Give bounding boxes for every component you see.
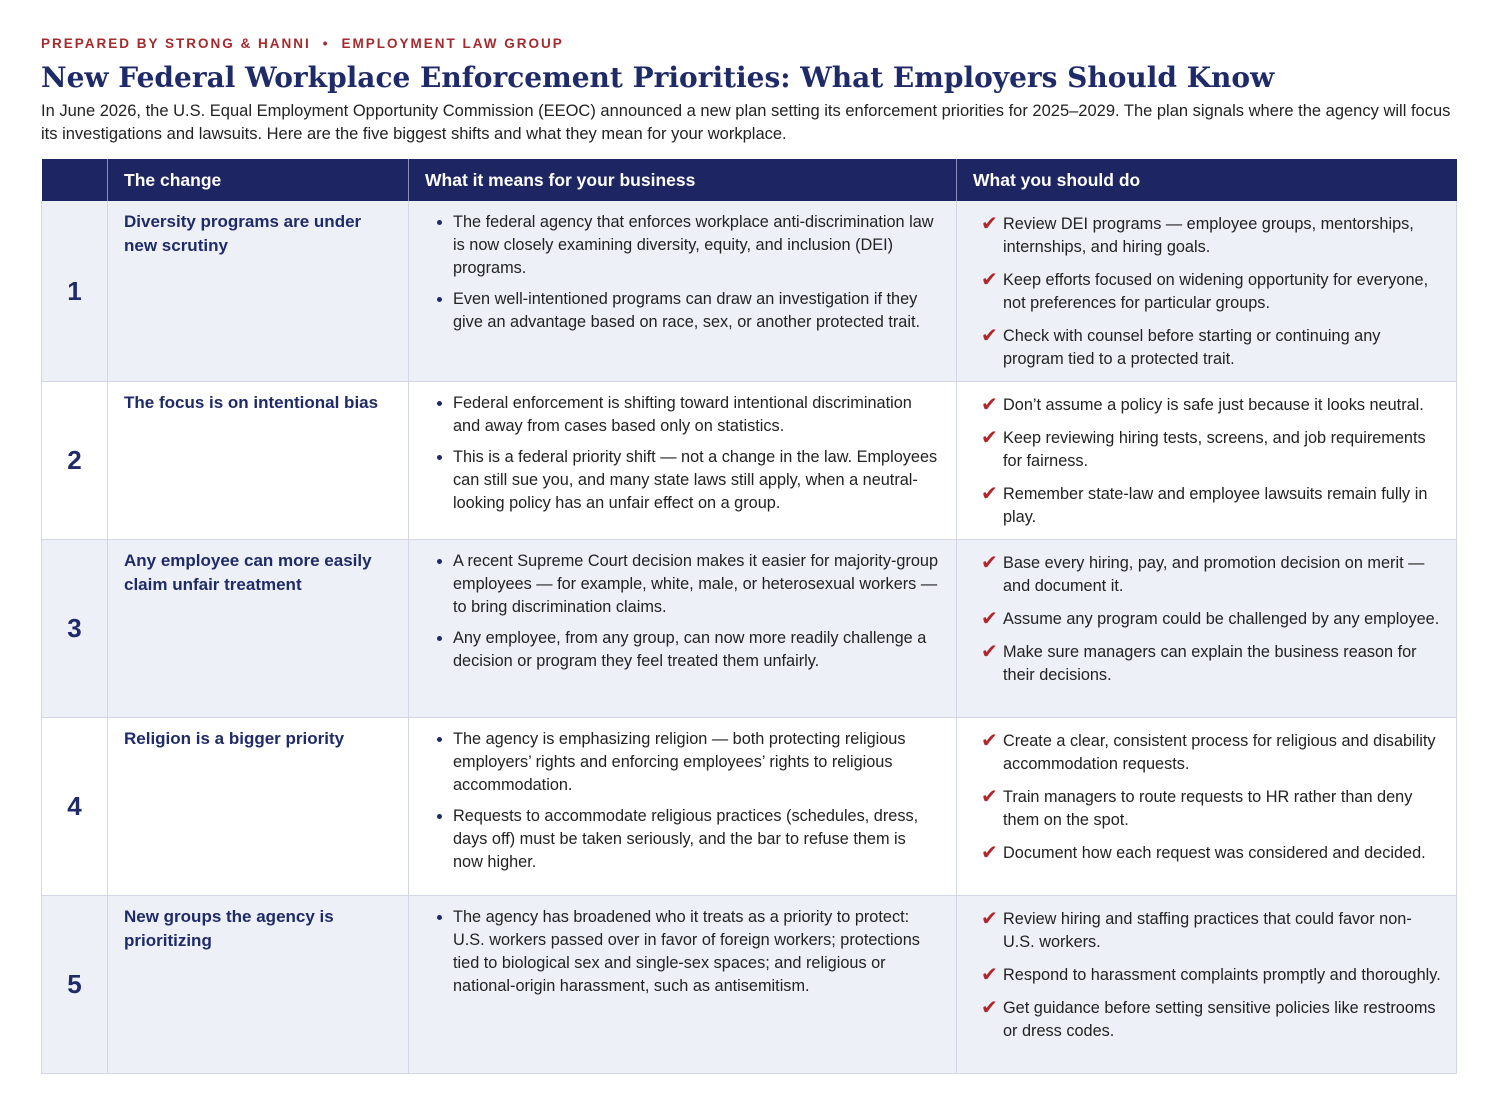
change-cell	[108, 718, 409, 896]
means-cell	[409, 896, 957, 1074]
checkmark-icon: ✔	[981, 269, 998, 291]
todo-text: Base every hiring, pay, and promotion decision on merit — and document it.	[1003, 554, 1425, 595]
todo-item	[981, 997, 1442, 1043]
todo-item	[981, 552, 1442, 598]
todo-text: Review hiring and staffing practices that could favor non-U.S. workers.	[1003, 910, 1412, 951]
todo-cell	[957, 201, 1457, 382]
todo-list	[957, 896, 1456, 1043]
means-bullet-item: • Any employee, from any group, can now more readily challenge a decision or program they feel treated them unfairly.	[453, 627, 940, 673]
todo-text: Review DEI programs — employee groups, mentorships, internships, and hiring goals.	[1003, 215, 1414, 256]
group-label: EMPLOYMENT LAW GROUP	[341, 36, 564, 51]
change-title: New groups the agency is prioritizing	[124, 907, 334, 950]
change-title: Any employee can more easily claim unfair treatment	[124, 551, 372, 594]
checkmark-icon: ✔	[981, 908, 998, 930]
row-number: 4	[42, 718, 108, 896]
means-bullet-item: • A recent Supreme Court decision makes it easier for majority-group employees — for example, white, male, or heterosexual workers — to bring discrimination claims.	[453, 550, 940, 619]
todo-list	[957, 540, 1456, 687]
todo-item	[981, 786, 1442, 832]
checkmark-icon: ✔	[981, 394, 998, 416]
means-cell	[409, 382, 957, 540]
means-list	[409, 201, 956, 334]
checkmark-icon: ✔	[981, 325, 998, 347]
todo-cell	[957, 540, 1457, 718]
table-row	[42, 718, 1457, 896]
row-number: 1	[42, 201, 108, 382]
todo-item	[981, 964, 1442, 987]
change-cell	[108, 201, 409, 382]
means-cell	[409, 718, 957, 896]
todo-text: Train managers to route requests to HR rather than deny them on the spot.	[1003, 788, 1413, 829]
table-body	[42, 201, 1457, 1074]
todo-item	[981, 325, 1442, 371]
todo-text: Remember state-law and employee lawsuits remain fully in play.	[1003, 485, 1428, 526]
means-bullet-item: • This is a federal priority shift — not a change in the law. Employees can still sue you, and many state laws still apply, when a neutral-looking policy has an unfair effect on a group.	[453, 446, 940, 515]
todo-item	[981, 608, 1442, 631]
todo-list	[957, 718, 1456, 865]
table-row	[42, 540, 1457, 718]
todo-cell	[957, 718, 1457, 896]
todo-item	[981, 483, 1442, 529]
column-header-todo: What you should do	[957, 159, 1457, 201]
todo-text: Document how each request was considered and decided.	[1003, 844, 1426, 862]
todo-item	[981, 730, 1442, 776]
prepared-by-label: PREPARED BY STRONG & HANNI	[41, 36, 311, 51]
change-cell	[108, 382, 409, 540]
priorities-table	[41, 159, 1457, 1074]
todo-text: Respond to harassment complaints promptly and thoroughly.	[1003, 966, 1441, 984]
table-row	[42, 896, 1457, 1074]
means-cell	[409, 201, 957, 382]
todo-text: Get guidance before setting sensitive policies like restrooms or dress codes.	[1003, 999, 1436, 1040]
means-bullet-item: • Federal enforcement is shifting toward intentional discrimination and away from cases based only on statistics.	[453, 392, 940, 438]
change-title: Diversity programs are under new scrutiny	[124, 212, 362, 255]
intro-paragraph: In June 2026, the U.S. Equal Employment Opportunity Commission (EEOC) announced a new plan setting its enforcement priorities for 2025–2029. The plan signals where the agency will focus its investigations and lawsuits. Here are the five biggest shifts and what they mean for your workplace.	[41, 102, 1451, 143]
todo-text: Assume any program could be challenged by any employee.	[1003, 610, 1440, 628]
checkmark-icon: ✔	[981, 964, 998, 986]
todo-text: Create a clear, consistent process for religious and disability accommodation requests.	[1003, 732, 1436, 773]
todo-item	[981, 427, 1442, 473]
todo-item	[981, 394, 1442, 417]
means-list	[409, 382, 956, 515]
todo-list	[957, 382, 1456, 529]
kicker-separator: •	[322, 36, 330, 51]
todo-text: Keep efforts focused on widening opportunity for everyone, not preferences for particular groups.	[1003, 271, 1429, 312]
checkmark-icon: ✔	[981, 730, 998, 752]
checkmark-icon: ✔	[981, 213, 998, 235]
todo-item	[981, 842, 1442, 865]
row-number: 5	[42, 896, 108, 1074]
row-number: 3	[42, 540, 108, 718]
change-title: The focus is on intentional bias	[124, 393, 379, 412]
todo-text: Don’t assume a policy is safe just because it looks neutral.	[1003, 396, 1424, 414]
column-header-number	[42, 159, 108, 201]
todo-text: Make sure managers can explain the business reason for their decisions.	[1003, 643, 1417, 684]
todo-cell	[957, 896, 1457, 1074]
table-row	[42, 382, 1457, 540]
todo-item	[981, 269, 1442, 315]
row-number: 2	[42, 382, 108, 540]
todo-list	[957, 201, 1456, 371]
means-list	[409, 540, 956, 673]
means-bullet-item: • The agency is emphasizing religion — both protecting religious employers’ rights and enforcing employees’ rights to religious accommodation.	[453, 728, 940, 797]
todo-text: Keep reviewing hiring tests, screens, and job requirements for fairness.	[1003, 429, 1426, 470]
checkmark-icon: ✔	[981, 552, 998, 574]
kicker	[41, 36, 564, 51]
todo-item	[981, 213, 1442, 259]
column-header-change: The change	[108, 159, 409, 201]
checkmark-icon: ✔	[981, 608, 998, 630]
page-title: New Federal Workplace Enforcement Priorities: What Employers Should Know	[41, 61, 1275, 94]
means-bullet-item: • Requests to accommodate religious practices (schedules, dress, days off) must be taken seriously, and the bar to refuse them is now higher.	[453, 805, 940, 874]
todo-cell	[957, 382, 1457, 540]
checkmark-icon: ✔	[981, 483, 998, 505]
change-cell	[108, 540, 409, 718]
checkmark-icon: ✔	[981, 427, 998, 449]
table-header-row	[42, 159, 1457, 201]
change-title: Religion is a bigger priority	[124, 729, 345, 748]
todo-item	[981, 641, 1442, 687]
means-list	[409, 718, 956, 874]
todo-item	[981, 908, 1442, 954]
checkmark-icon: ✔	[981, 842, 998, 864]
means-bullet-item: • The federal agency that enforces workplace anti-discrimination law is now closely examining diversity, equity, and inclusion (DEI) programs.	[453, 211, 940, 280]
change-cell	[108, 896, 409, 1074]
column-header-means: What it means for your business	[409, 159, 957, 201]
means-list	[409, 896, 956, 998]
table-row	[42, 201, 1457, 382]
checkmark-icon: ✔	[981, 786, 998, 808]
means-bullet-item: • The agency has broadened who it treats as a priority to protect: U.S. workers passed over in favor of foreign workers; protections tied to biological sex and single-sex spaces; and religious or national-origin harassment, such as antisemitism.	[453, 906, 940, 998]
todo-text: Check with counsel before starting or continuing any program tied to a protected trait.	[1003, 327, 1381, 368]
means-cell	[409, 540, 957, 718]
checkmark-icon: ✔	[981, 997, 998, 1019]
means-bullet-item: • Even well-intentioned programs can draw an investigation if they give an advantage based on race, sex, or another protected trait.	[453, 288, 940, 334]
checkmark-icon: ✔	[981, 641, 998, 663]
